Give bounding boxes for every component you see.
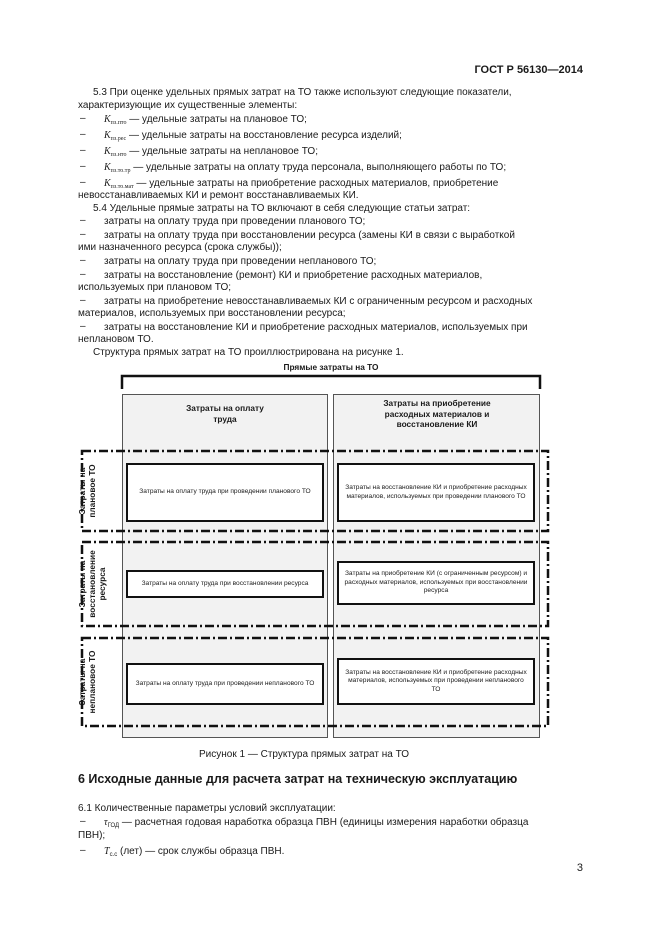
list-dash: – xyxy=(80,113,86,124)
list-item xyxy=(104,113,307,130)
section-5-4-intro: 5.4 Удельные прямые затраты на ТО включают в себя следующие статьи затрат: xyxy=(93,203,471,214)
cell-labor-unplanned: Затраты на оплату труда при проведении непланового ТО xyxy=(126,663,324,705)
list-dash: – xyxy=(80,215,86,226)
list-dash: – xyxy=(80,816,86,827)
row-label-unplanned: Затраты на неплановое ТО xyxy=(77,650,97,714)
row-label-resource: Затраты на восстановление ресурса xyxy=(77,550,107,618)
symbol: К xyxy=(104,114,111,125)
page-number: 3 xyxy=(576,862,583,874)
symbol-subscript: с.с xyxy=(109,852,118,858)
figure-top-title: Прямые затраты на ТО xyxy=(283,362,379,372)
symbol: К xyxy=(104,162,111,173)
symbol-subscript: пз.нто xyxy=(110,152,127,158)
param-cont: ПВН); xyxy=(78,830,106,841)
cost-item-cont: материалов, используемых при восстановлении ресурса; xyxy=(78,308,346,319)
row-label-planned: Затраты на плановое ТО xyxy=(77,464,97,518)
cost-item: затраты на оплату труда при восстановлении ресурса (замены КИ в связи с выработкой xyxy=(104,230,515,241)
list-item-cont: невосстанавливаемых КИ и ремонт восстанавливаемых КИ. xyxy=(78,190,359,201)
list-dash: – xyxy=(80,845,86,856)
list-dash: – xyxy=(80,177,86,188)
cell-labor-resource: Затраты на оплату труда при восстановлении ресурса xyxy=(126,570,324,598)
param-text: — расчетная годовая наработка образца ПВН (единицы измерения наработки образца xyxy=(119,817,529,828)
symbol-subscript: пз.то.тр xyxy=(110,168,131,174)
list-dash: – xyxy=(80,145,86,156)
section-5-3-intro-cont: характеризующие их существенные элементы: xyxy=(78,100,298,111)
symbol-subscript: пз.рес xyxy=(110,136,127,142)
figure-caption: Рисунок 1 — Структура прямых затрат на ТО xyxy=(199,749,410,760)
list-item-text: — удельные затраты на восстановление ресурса изделий; xyxy=(126,130,402,141)
list-item-text: — удельные затраты на оплату труда персонала, выполняющего работы по ТО; xyxy=(130,162,507,173)
cell-labor-planned: Затраты на оплату труда при проведении планового ТО xyxy=(126,463,324,522)
cost-item: затраты на оплату труда при проведении планового ТО; xyxy=(104,216,366,227)
symbol: T xyxy=(104,846,110,857)
section-5-3-intro: 5.3 При оценке удельных прямых затрат на ТО также используют следующие показатели, xyxy=(93,87,512,98)
param-annual-runtime xyxy=(104,816,528,833)
list-dash: – xyxy=(80,129,86,140)
list-dash: – xyxy=(80,255,86,266)
symbol-subscript: пз.пто xyxy=(110,120,127,126)
list-item-text: — удельные затраты на плановое ТО; xyxy=(126,114,307,125)
symbol: К xyxy=(104,130,111,141)
list-item xyxy=(104,145,318,162)
list-dash: – xyxy=(80,295,86,306)
column-header-labor: Затраты на оплату труда xyxy=(186,403,264,424)
cell-materials-resource: Затраты на приобретение КИ (с ограниченным ресурсом) и расходных материалов, используемых при восстановлении ресурса xyxy=(337,561,535,605)
param-service-life xyxy=(104,845,284,862)
symbol-subscript: ГОД xyxy=(107,823,120,829)
cost-item: затраты на приобретение невосстанавливаемых КИ с ограниченным ресурсом и расходных xyxy=(104,296,533,307)
list-item xyxy=(104,129,402,146)
cell-materials-unplanned: Затраты на восстановление КИ и приобретение расходных материалов, используемых при проведении непланового ТО xyxy=(337,658,535,705)
symbol: К xyxy=(104,146,111,157)
symbol: К xyxy=(104,178,111,189)
list-dash: – xyxy=(80,269,86,280)
figure-reference: Структура прямых затрат на ТО проиллюстрирована на рисунке 1. xyxy=(93,347,404,358)
list-dash: – xyxy=(80,321,86,332)
symbol-subscript: пз.то.мат xyxy=(110,184,134,190)
cost-item: затраты на восстановление КИ и приобретение расходных материалов, используемых при xyxy=(104,322,528,333)
list-item-text: — удельные затраты на неплановое ТО; xyxy=(126,146,318,157)
list-item xyxy=(104,161,506,178)
list-dash: – xyxy=(80,161,86,172)
list-item-text: — удельные затраты на приобретение расходных материалов, приобретение xyxy=(133,178,499,189)
cost-item: затраты на оплату труда при проведении непланового ТО; xyxy=(104,256,377,267)
document-code: ГОСТ Р 56130—2014 xyxy=(474,64,583,76)
cell-materials-planned: Затраты на восстановление КИ и приобретение расходных материалов, используемых при проведении планового ТО xyxy=(337,463,535,522)
cost-item-cont: используемых при плановом ТО; xyxy=(78,282,232,293)
cost-item-cont: неплановом ТО. xyxy=(78,334,154,345)
section-6-1: 6.1 Количественные параметры условий эксплуатации: xyxy=(78,803,336,814)
param-text: (лет) — срок службы образца ПВН. xyxy=(117,846,285,857)
cost-item: затраты на восстановление (ремонт) КИ и приобретение расходных материалов, xyxy=(104,270,483,281)
column-header-materials: Затраты на приобретение расходных материалов и восстановление КИ xyxy=(383,398,491,429)
list-dash: – xyxy=(80,229,86,240)
cost-item-cont: ими назначенного ресурса (срока службы)); xyxy=(78,242,282,253)
section-6-heading: 6 Исходные данные для расчета затрат на техническую эксплуатацию xyxy=(78,772,518,786)
symbol: τ xyxy=(104,817,108,828)
